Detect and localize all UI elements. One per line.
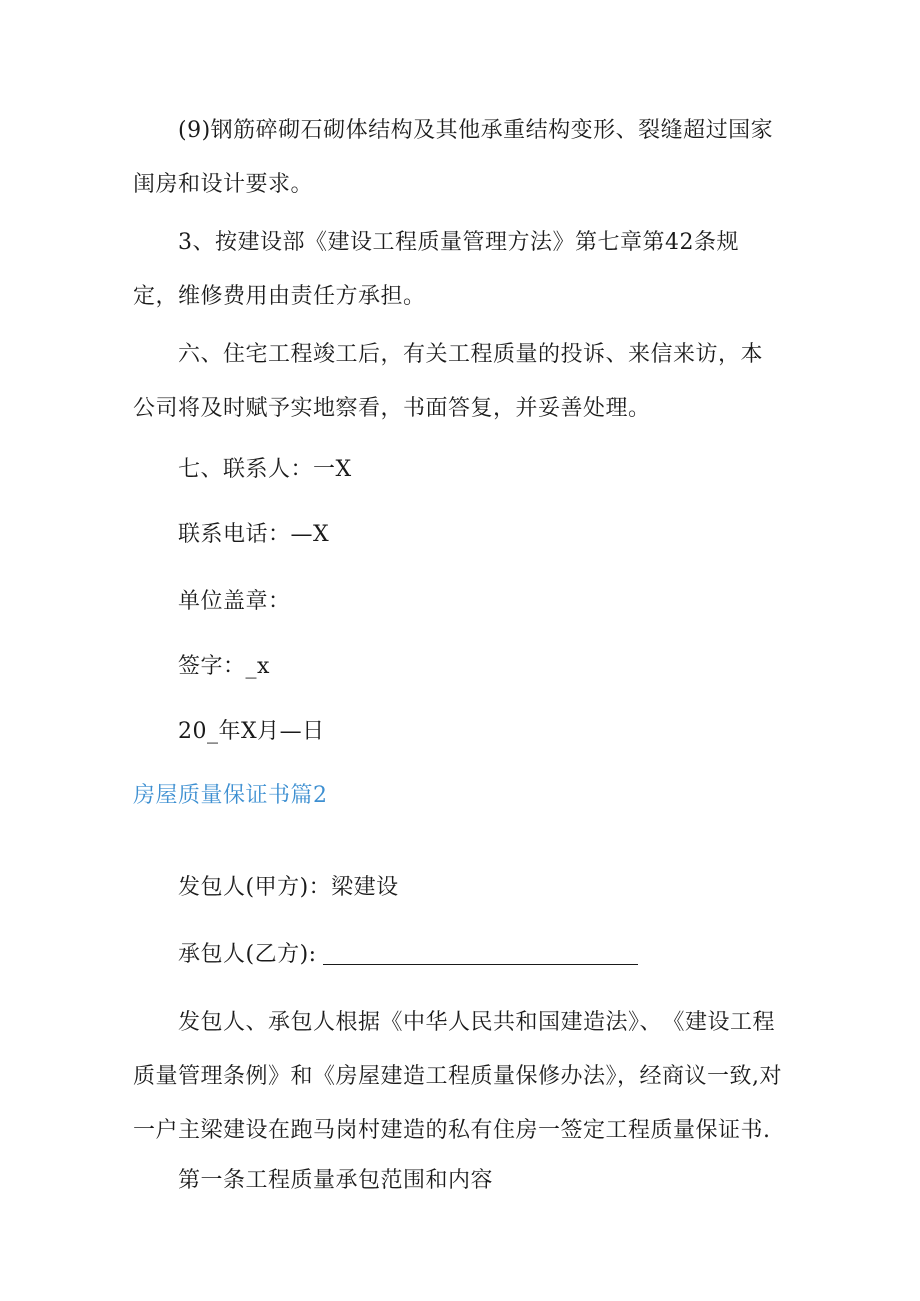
contractor-blank-line [323, 942, 638, 965]
paragraph-structure-defects: (9)钢筋碎砌石砌体结构及其他承重结构变形、裂缝超过国家闺房和设计要求。 [133, 118, 774, 197]
employer-party: 发包人(甲方)：梁建设 [178, 875, 399, 900]
article-1-title: 第一条工程质量承包范围和内容 [178, 1168, 494, 1193]
paragraph-complaints: 六、住宅工程竣工后，有关工程质量的投诉、来信来访，本公司将及时赋予实地察看，书面答复，并妥善处理。 [133, 342, 764, 421]
paragraph-repair-costs: 3、按建设部《建设工程质量管理方法》第七章第42条规定，维修费用由责任方承担。 [133, 230, 739, 309]
contractor-party [178, 940, 638, 970]
contact-phone: 联系电话：—X [178, 522, 330, 547]
signature: 签字：_x [178, 654, 270, 679]
section-heading: 房屋质量保证书篇2 [133, 783, 328, 808]
contractor-label: 承包人(乙方): [178, 942, 317, 967]
contact-person: 七、联系人：一X [178, 457, 352, 482]
paragraph-agreement-intro: 发包人、承包人根据《中华人民共和国建造法》、 《建设工程质量管理条例》和《房屋建造工程质量保修办法》，经商议一致,对一户主梁建设在跑马岗村建造的私有住房一签定工程质量保证书. [133, 1010, 782, 1143]
date: 20_年X月—日 [178, 719, 325, 744]
unit-seal: 单位盖章： [178, 589, 291, 614]
